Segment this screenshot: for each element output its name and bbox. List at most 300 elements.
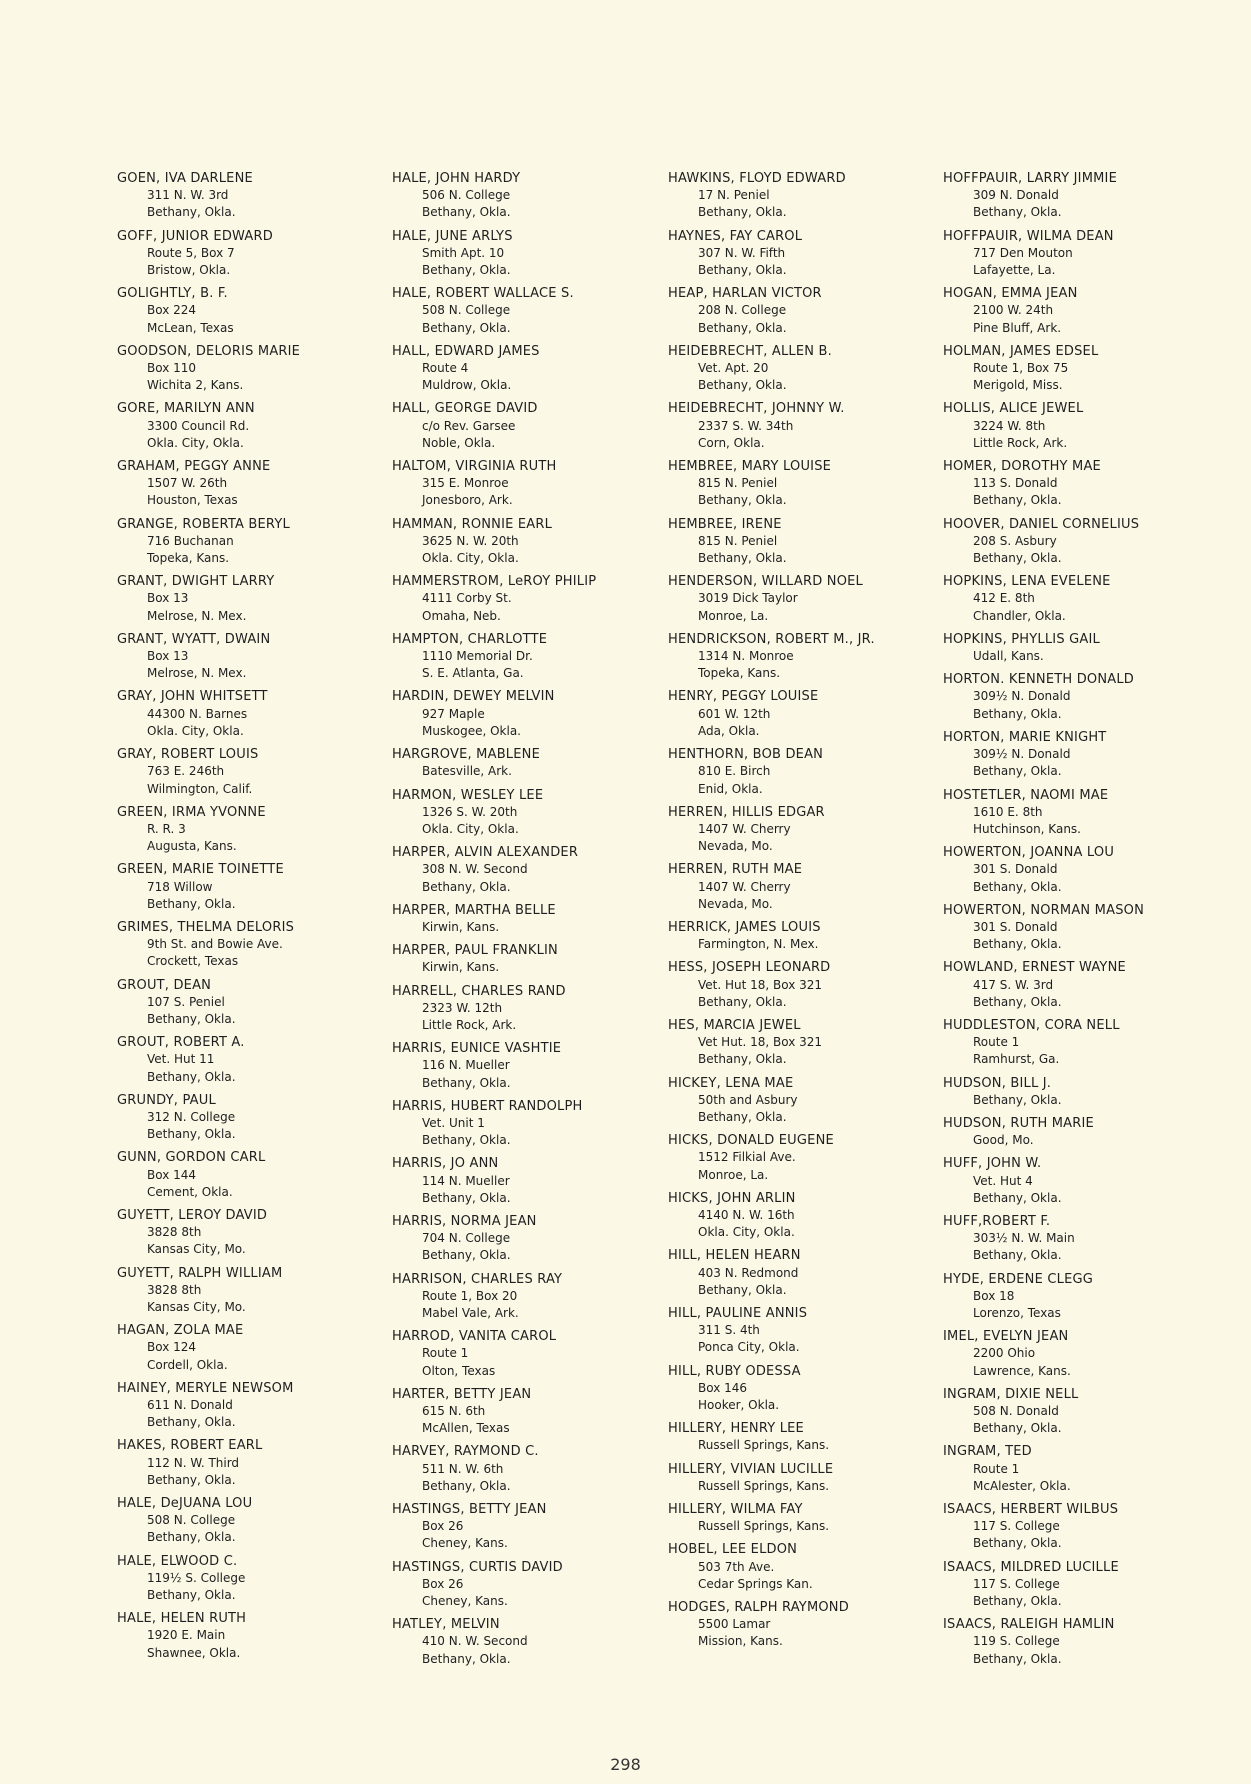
entry-name: GORE, MARILYN ANN	[117, 401, 255, 417]
entry-address-line: 3828 8th	[147, 1282, 202, 1297]
directory-entry	[392, 1386, 662, 1438]
directory-entry	[943, 228, 1213, 280]
entry-name: HAWKINS, FLOYD EDWARD	[668, 171, 846, 186]
directory-entry	[392, 1443, 662, 1495]
directory-entry	[668, 343, 938, 395]
entry-address-line: Bethany, Okla.	[973, 1248, 1062, 1263]
entry-name: HEMBREE, IRENE	[668, 516, 782, 532]
entry-name: HUFF, JOHN W.	[943, 1156, 1042, 1172]
directory-entry	[392, 228, 662, 280]
entry-address-line: Kansas City, Mo.	[147, 1242, 246, 1257]
entry-address-line: 1326 S. W. 20th	[422, 804, 518, 819]
entry-name: HENTHORN, BOB DEAN	[668, 747, 824, 763]
entry-address-line: Ramhurst, Ga.	[973, 1052, 1060, 1067]
entry-name: HAGAN, ZOLA MAE	[117, 1323, 244, 1339]
entry-address-line: 2100 W. 24th	[973, 303, 1054, 318]
entry-name: HARGROVE, MABLENE	[392, 747, 541, 763]
entry-address-line: Bethany, Okla.	[973, 1421, 1062, 1436]
directory-entry	[392, 1098, 662, 1150]
entry-address-line: 506 N. College	[422, 188, 511, 203]
entry-address-line: Bethany, Okla.	[973, 1536, 1062, 1551]
entry-address-line: Bethany, Okla.	[973, 493, 1062, 508]
directory-entry	[943, 902, 1213, 954]
directory-entry	[943, 1017, 1213, 1069]
directory-entry	[117, 343, 387, 395]
entry-name: ISAACS, MILDRED LUCILLE	[943, 1559, 1119, 1575]
entry-name: HENDRICKSON, ROBERT M., JR.	[668, 631, 875, 647]
directory-entry	[117, 516, 387, 568]
entry-address-line: Batesville, Ark.	[422, 764, 512, 779]
entry-address-line: Bethany, Okla.	[973, 551, 1062, 566]
entry-address-line: Nevada, Mo.	[698, 896, 773, 911]
entry-address-line: Bethany, Okla.	[147, 1588, 236, 1603]
entry-name: HASTINGS, CURTIS DAVID	[392, 1559, 563, 1575]
entry-name: HUDSON, BILL J.	[943, 1075, 1052, 1091]
directory-entry	[943, 671, 1213, 723]
entry-address-line: Pine Bluff, Ark.	[973, 320, 1062, 335]
entry-address-line: Cordell, Okla.	[147, 1357, 228, 1372]
directory-entry	[668, 1017, 938, 1069]
entry-address-line: McAllen, Texas	[422, 1421, 510, 1436]
entry-name: HOPKINS, PHYLLIS GAIL	[943, 631, 1100, 647]
directory-entry	[117, 631, 387, 683]
entry-address-line: Box 224	[147, 303, 197, 318]
entry-address-line: Vet. Hut 11	[147, 1052, 215, 1067]
entry-address-line: Bethany, Okla.	[422, 1190, 511, 1205]
entry-address-line: Kirwin, Kans.	[422, 960, 500, 975]
entry-address-line: 417 S. W. 3rd	[973, 977, 1054, 992]
entry-name: HASTINGS, BETTY JEAN	[392, 1502, 547, 1518]
entry-name: INGRAM, TED	[943, 1444, 1032, 1460]
entry-name: GOFF, JUNIOR EDWARD	[117, 228, 273, 244]
entry-name: HOWLAND, ERNEST WAYNE	[943, 960, 1126, 976]
entry-address-line: 5500 Lamar	[698, 1617, 771, 1632]
entry-address-line: 927 Maple	[422, 706, 485, 721]
entry-name: HUDDLESTON, CORA NELL	[943, 1017, 1120, 1033]
entry-address-line: 303½ N. W. Main	[973, 1231, 1075, 1246]
entry-name: HORTON. KENNETH DONALD	[943, 672, 1135, 688]
entry-address-line: Melrose, N. Mex.	[147, 666, 247, 681]
entry-address-line: Jonesboro, Ark.	[422, 493, 513, 508]
directory-entry	[668, 959, 938, 1011]
entry-address-line: 1314 N. Monroe	[698, 649, 794, 664]
entry-address-line: Bethany, Okla.	[698, 320, 787, 335]
directory-entry	[668, 516, 938, 568]
directory-entry	[668, 170, 938, 222]
directory-entry	[943, 1501, 1213, 1553]
entry-address-line: Bethany, Okla.	[147, 1530, 236, 1545]
entry-address-line: 717 Den Mouton	[973, 245, 1073, 260]
entry-address-line: McLean, Texas	[147, 320, 234, 335]
entry-name: HARRIS, EUNICE VASHTIE	[392, 1041, 562, 1057]
entry-address-line: 44300 N. Barnes	[147, 706, 248, 721]
directory-entry	[943, 573, 1213, 625]
entry-address-line: 315 E. Monroe	[422, 476, 509, 491]
entry-name: HARPER, PAUL FRANKLIN	[392, 943, 558, 959]
entry-address-line: Bethany, Okla.	[422, 1075, 511, 1090]
entry-name: HOPKINS, LENA EVELENE	[943, 574, 1111, 590]
entry-address-line: 114 N. Mueller	[422, 1173, 510, 1188]
entry-address-line: Kansas City, Mo.	[147, 1299, 246, 1314]
directory-entry	[668, 1501, 938, 1535]
directory-entry	[943, 787, 1213, 839]
entry-address-line: 410 N. W. Second	[422, 1634, 528, 1649]
entry-address-line: 815 N. Peniel	[698, 533, 778, 548]
directory-entry	[943, 343, 1213, 395]
entry-address-line: 601 W. 12th	[698, 706, 771, 721]
directory-entry	[117, 1495, 387, 1547]
entry-address-line: c/o Rev. Garsee	[422, 418, 516, 433]
entry-address-line: 311 S. 4th	[698, 1323, 760, 1338]
entry-name: HOFFPAUIR, LARRY JIMMIE	[943, 171, 1117, 186]
entry-address-line: Bethany, Okla.	[698, 378, 787, 393]
entry-name: HAINEY, MERYLE NEWSOM	[117, 1380, 294, 1396]
entry-address-line: 116 N. Mueller	[422, 1058, 510, 1073]
directory-entry	[392, 1559, 662, 1611]
entry-name: HERREN, HILLIS EDGAR	[668, 804, 825, 820]
page-number: 298	[610, 1755, 641, 1774]
entry-address-line: 615 N. 6th	[422, 1404, 486, 1418]
entry-address-line: Bethany, Okla.	[698, 1052, 787, 1067]
entry-name: HENRY, PEGGY LOUISE	[668, 689, 819, 705]
entry-address-line: Route 1, Box 20	[422, 1288, 518, 1303]
entry-address-line: 1512 Filkial Ave.	[698, 1150, 796, 1165]
entry-address-line: Kirwin, Kans.	[422, 919, 500, 934]
entry-address-line: Vet. Unit 1	[422, 1115, 485, 1130]
directory-entry	[668, 631, 938, 683]
entry-address-line: Little Rock, Ark.	[422, 1017, 517, 1032]
entry-address-line: 508 N. College	[147, 1513, 236, 1528]
entry-address-line: 1407 W. Cherry	[698, 821, 791, 836]
directory-entry	[117, 1207, 387, 1259]
entry-address-line: Bethany, Okla.	[698, 493, 787, 508]
entry-address-line: Augusta, Kans.	[147, 839, 237, 854]
entry-address-line: Wichita 2, Kans.	[147, 378, 244, 393]
directory-column-2	[392, 170, 662, 1674]
entry-address-line: Box 124	[147, 1340, 197, 1355]
entry-name: GRANGE, ROBERTA BERYL	[117, 516, 290, 532]
directory-entry	[943, 1328, 1213, 1380]
directory-entry	[943, 1155, 1213, 1207]
entry-name: HILL, HELEN HEARN	[668, 1248, 801, 1264]
entry-address-line: 1920 E. Main	[147, 1628, 226, 1643]
entry-address-line: Melrose, N. Mex.	[147, 608, 247, 623]
directory-entry	[392, 787, 662, 839]
entry-address-line: 50th and Asbury	[698, 1092, 798, 1107]
entry-address-line: Russell Springs, Kans.	[698, 1478, 830, 1493]
directory-entry	[117, 1149, 387, 1201]
entry-name: HEIDEBRECHT, JOHNNY W.	[668, 401, 845, 417]
directory-entry	[392, 942, 662, 976]
entry-address-line: Lorenzo, Texas	[973, 1305, 1061, 1320]
entry-name: HARRIS, JO ANN	[392, 1156, 499, 1172]
entry-name: HEMBREE, MARY LOUISE	[668, 459, 832, 475]
entry-address-line: 309½ N. Donald	[973, 747, 1071, 762]
entry-address-line: Bethany, Okla.	[698, 994, 787, 1009]
entry-name: HALE, DeJUANA LOU	[117, 1496, 253, 1512]
entry-address-line: 611 N. Donald	[147, 1398, 233, 1412]
entry-name: HARDIN, DEWEY MELVIN	[392, 689, 555, 705]
entry-address-line: 301 S. Donald	[973, 919, 1058, 934]
entry-address-line: Cement, Okla.	[147, 1184, 233, 1199]
entry-address-line: Bethany, Okla.	[422, 205, 511, 220]
entry-address-line: 1507 W. 26th	[147, 476, 228, 491]
entry-address-line: Box 13	[147, 649, 189, 664]
entry-address-line: Cedar Springs Kan.	[698, 1576, 813, 1591]
entry-address-line: 763 E. 246th	[147, 764, 225, 779]
entry-name: HILL, PAULINE ANNIS	[668, 1305, 808, 1321]
entry-address-line: Box 144	[147, 1167, 197, 1182]
directory-entry	[392, 516, 662, 568]
entry-address-line: Lawrence, Kans.	[973, 1363, 1071, 1378]
directory-entry	[943, 844, 1213, 896]
entry-name: HOWERTON, NORMAN MASON	[943, 902, 1144, 918]
entry-address-line: Bethany, Okla.	[422, 1248, 511, 1263]
entry-name: HATLEY, MELVIN	[392, 1617, 500, 1633]
entry-address-line: 307 N. W. Fifth	[698, 245, 786, 260]
entry-address-line: 716 Buchanan	[147, 533, 234, 548]
entry-address-line: Bethany, Okla.	[973, 1594, 1062, 1609]
entry-address-line: Bethany, Okla.	[147, 1011, 236, 1026]
entry-name: HOBEL, LEE ELDON	[668, 1542, 798, 1558]
entry-name: HOOVER, DANIEL CORNELIUS	[943, 516, 1140, 532]
entry-address-line: Monroe, La.	[698, 1167, 769, 1182]
entry-name: HALE, JUNE ARLYS	[392, 228, 513, 244]
entry-name: GROUT, DEAN	[117, 977, 212, 993]
entry-address-line: 2200 Ohio	[973, 1346, 1036, 1361]
entry-address-line: 119 S. College	[973, 1634, 1060, 1649]
entry-name: HALL, GEORGE DAVID	[392, 401, 538, 417]
directory-entry	[668, 228, 938, 280]
entry-address-line: Box 26	[422, 1519, 464, 1534]
entry-name: HILLERY, HENRY LEE	[668, 1421, 804, 1437]
directory-entry	[668, 804, 938, 856]
entry-name: HERREN, RUTH MAE	[668, 862, 803, 878]
entry-name: HARVEY, RAYMOND C.	[392, 1444, 539, 1460]
entry-name: HALE, ROBERT WALLACE S.	[392, 286, 574, 302]
entry-name: GRANT, DWIGHT LARRY	[117, 574, 275, 590]
entry-name: HARPER, MARTHA BELLE	[392, 902, 556, 918]
directory-entry	[943, 400, 1213, 452]
entry-address-line: Cheney, Kans.	[422, 1594, 508, 1609]
entry-address-line: Omaha, Neb.	[422, 608, 501, 623]
directory-entry	[392, 1040, 662, 1092]
entry-address-line: 3828 8th	[147, 1225, 202, 1240]
entry-address-line: Corn, Okla.	[698, 435, 765, 450]
directory-entry	[392, 1328, 662, 1380]
directory-entry	[392, 170, 662, 222]
entry-address-line: Ada, Okla.	[698, 723, 760, 738]
entry-address-line: 2323 W. 12th	[422, 1000, 503, 1015]
entry-address-line: Bethany, Okla.	[147, 1127, 236, 1142]
entry-address-line: 508 N. College	[422, 303, 511, 318]
entry-address-line: Bethany, Okla.	[973, 1190, 1062, 1205]
entry-address-line: Bethany, Okla.	[973, 879, 1062, 894]
entry-address-line: Russell Springs, Kans.	[698, 1438, 830, 1453]
entry-address-line: Vet. Hut 4	[973, 1173, 1033, 1188]
entry-name: IMEL, EVELYN JEAN	[943, 1329, 1069, 1345]
entry-name: HOWERTON, JOANNA LOU	[943, 845, 1115, 861]
directory-entry	[943, 516, 1213, 568]
directory-entry	[117, 1437, 387, 1489]
directory-column-1	[117, 170, 387, 1668]
entry-address-line: S. E. Atlanta, Ga.	[422, 666, 524, 681]
entry-name: INGRAM, DIXIE NELL	[943, 1386, 1079, 1402]
entry-address-line: Bethany, Okla.	[422, 263, 511, 278]
directory-column-3	[668, 170, 938, 1657]
directory-entry	[117, 688, 387, 740]
entry-address-line: 403 N. Redmond	[698, 1265, 799, 1280]
entry-address-line: 508 N. Donald	[973, 1404, 1059, 1418]
directory-entry	[668, 919, 938, 953]
directory-entry	[943, 1271, 1213, 1323]
directory-entry	[117, 1034, 387, 1086]
directory-entry	[943, 1616, 1213, 1668]
entry-name: GROUT, ROBERT A.	[117, 1035, 245, 1051]
entry-address-line: Route 4	[422, 361, 469, 376]
directory-entry	[392, 343, 662, 395]
entry-address-line: Vet. Apt. 20	[698, 361, 769, 376]
directory-entry	[392, 844, 662, 896]
directory-entry	[117, 1322, 387, 1374]
directory-entry	[668, 1075, 938, 1127]
entry-address-line: 412 E. 8th	[973, 591, 1035, 606]
entry-name: HEIDEBRECHT, ALLEN B.	[668, 343, 832, 359]
entry-name: GUYETT, LEROY DAVID	[117, 1207, 268, 1223]
directory-entry	[117, 1265, 387, 1317]
entry-address-line: Bethany, Okla.	[147, 1069, 236, 1084]
entry-address-line: 511 N. W. 6th	[422, 1461, 504, 1476]
entry-address-line: 1110 Memorial Dr.	[422, 649, 533, 664]
entry-address-line: Bethany, Okla.	[147, 1415, 236, 1430]
entry-address-line: Bethany, Okla.	[973, 764, 1062, 779]
entry-address-line: Bethany, Okla.	[698, 263, 787, 278]
entry-address-line: McAlester, Okla.	[973, 1478, 1071, 1493]
entry-address-line: 2337 S. W. 34th	[698, 418, 794, 433]
entry-address-line: Good, Mo.	[973, 1133, 1034, 1148]
entry-address-line: 117 S. College	[973, 1519, 1060, 1534]
entry-name: HUDSON, RUTH MARIE	[943, 1115, 1094, 1131]
entry-address-line: 3300 Council Rd.	[147, 418, 250, 433]
entry-name: HALTOM, VIRGINIA RUTH	[392, 459, 557, 475]
entry-name: HES, MARCIA JEWEL	[668, 1017, 801, 1033]
entry-name: GREEN, IRMA YVONNE	[117, 804, 266, 820]
entry-name: HALE, JOHN HARDY	[392, 171, 521, 186]
entry-name: HOFFPAUIR, WILMA DEAN	[943, 228, 1114, 244]
entry-address-line: 3019 Dick Taylor	[698, 591, 798, 606]
entry-address-line: Bethany, Okla.	[973, 1092, 1062, 1107]
directory-entry	[668, 458, 938, 510]
entry-address-line: Box 13	[147, 591, 189, 606]
entry-name: GRAY, JOHN WHITSETT	[117, 689, 268, 705]
entry-name: ISAACS, HERBERT WILBUS	[943, 1502, 1119, 1518]
directory-entry	[117, 1610, 387, 1662]
directory-entry	[943, 959, 1213, 1011]
directory-entry	[117, 285, 387, 337]
entry-address-line: 119½ S. College	[147, 1570, 246, 1585]
directory-entry	[668, 1363, 938, 1415]
entry-address-line: Little Rock, Ark.	[973, 435, 1068, 450]
entry-address-line: Monroe, La.	[698, 608, 769, 623]
entry-name: HERRICK, JAMES LOUIS	[668, 919, 821, 935]
entry-address-line: Bethany, Okla.	[422, 320, 511, 335]
entry-address-line: Bethany, Okla.	[422, 879, 511, 894]
entry-name: HICKEY, LENA MAE	[668, 1075, 794, 1091]
entry-address-line: Bethany, Okla.	[147, 1472, 236, 1487]
entry-address-line: Box 18	[973, 1288, 1015, 1303]
entry-address-line: 4111 Corby St.	[422, 591, 512, 606]
entry-address-line: Okla. City, Okla.	[147, 723, 244, 738]
entry-address-line: Shawnee, Okla.	[147, 1645, 241, 1660]
directory-entry	[392, 688, 662, 740]
entry-address-line: Bethany, Okla.	[973, 1651, 1062, 1666]
directory-entry	[117, 746, 387, 798]
entry-address-line: Chandler, Okla.	[973, 608, 1066, 623]
entry-address-line: Ponca City, Okla.	[698, 1340, 800, 1355]
entry-address-line: 1610 E. 8th	[973, 804, 1043, 819]
entry-address-line: Mission, Kans.	[698, 1634, 783, 1649]
entry-name: HARRIS, NORMA JEAN	[392, 1213, 537, 1229]
directory-entry	[392, 400, 662, 452]
entry-address-line: 301 S. Donald	[973, 862, 1058, 877]
entry-address-line: Topeka, Kans.	[147, 551, 230, 566]
directory-entry	[668, 1461, 938, 1495]
entry-name: ISAACS, RALEIGH HAMLIN	[943, 1617, 1115, 1633]
directory-entry	[943, 170, 1213, 222]
directory-entry	[668, 400, 938, 452]
entry-address-line: 704 N. College	[422, 1231, 511, 1246]
entry-address-line: Okla. City, Okla.	[698, 1225, 795, 1240]
entry-address-line: Merigold, Miss.	[973, 378, 1063, 393]
entry-name: HICKS, DONALD EUGENE	[668, 1133, 834, 1149]
entry-address-line: 815 N. Peniel	[698, 476, 778, 491]
entry-name: HICKS, JOHN ARLIN	[668, 1190, 796, 1206]
directory-entry	[668, 573, 938, 625]
entry-name: HAMPTON, CHARLOTTE	[392, 631, 548, 647]
directory-entry	[943, 1443, 1213, 1495]
entry-address-line: 309 N. Donald	[973, 188, 1059, 203]
entry-name: HUFF,ROBERT F.	[943, 1213, 1051, 1229]
directory-entry	[117, 804, 387, 856]
directory-entry	[117, 458, 387, 510]
entry-address-line: Cheney, Kans.	[422, 1536, 508, 1551]
entry-address-line: Wilmington, Calif.	[147, 781, 253, 796]
directory-entry	[117, 1092, 387, 1144]
entry-address-line: Mabel Vale, Ark.	[422, 1305, 519, 1320]
entry-address-line: 4140 N. W. 16th	[698, 1207, 795, 1222]
directory-entry	[117, 977, 387, 1029]
entry-name: HILL, RUBY ODESSA	[668, 1363, 801, 1379]
directory-entry	[668, 1541, 938, 1593]
entry-address-line: 309½ N. Donald	[973, 689, 1071, 704]
directory-entry	[943, 458, 1213, 510]
entry-name: HESS, JOSEPH LEONARD	[668, 960, 831, 976]
directory-entry	[117, 1380, 387, 1432]
entry-address-line: Bethany, Okla.	[422, 1133, 511, 1148]
entry-address-line: Bethany, Okla.	[422, 1478, 511, 1493]
entry-address-line: 208 S. Asbury	[973, 533, 1057, 548]
entry-name: HENDERSON, WILLARD NOEL	[668, 574, 863, 590]
entry-address-line: Bethany, Okla.	[973, 706, 1062, 721]
directory-entry	[392, 1155, 662, 1207]
entry-name: HAKES, ROBERT EARL	[117, 1438, 263, 1454]
entry-name: HARRELL, CHARLES RAND	[392, 983, 566, 999]
directory-entry	[117, 400, 387, 452]
entry-name: HARMON, WESLEY LEE	[392, 787, 544, 803]
entry-name: HORTON, MARIE KNIGHT	[943, 729, 1107, 745]
entry-address-line: 3224 W. 8th	[973, 418, 1046, 433]
entry-name: GUNN, GORDON CARL	[117, 1150, 266, 1166]
